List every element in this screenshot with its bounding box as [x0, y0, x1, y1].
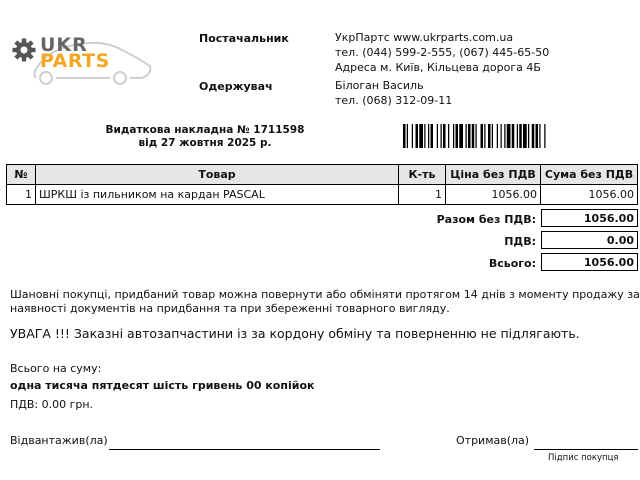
- return-policy-line1: Шановні покупці, придбаний товар можна повернути або обміняти протягом 14 днів з моменту продажу за: [10, 288, 640, 301]
- ukrparts-logo: [10, 30, 160, 90]
- col-header-price: Ціна без ПДВ: [446, 165, 541, 185]
- sum-words-label: Всього на суму:: [10, 362, 102, 375]
- col-header-sum: Сума без ПДВ: [541, 165, 638, 185]
- supplier-address: Адреса м. Київ, Кільцева дорога 4Б: [335, 61, 541, 74]
- cell-item: ШРКШ із пильником на кардан PASCAL: [36, 185, 399, 205]
- subtotal-value: 1056.00: [541, 209, 638, 227]
- buyer-signature-caption: Підпис покупця: [548, 453, 619, 463]
- return-policy-line2: наявності документів на придбання та при збереженні товарного вигляду.: [10, 302, 450, 315]
- invoice-date: від 27 жовтня 2025 р.: [138, 137, 272, 149]
- warning-text: УВАГА !!! Заказні автозапчастини із за кордону обміну та поверненню не підлягають.: [10, 326, 580, 341]
- sum-words-vat: ПДВ: 0.00 грн.: [10, 398, 94, 411]
- col-header-no: №: [7, 165, 36, 185]
- col-header-item: Товар: [36, 165, 399, 185]
- supplier-phone: тел. (044) 599-2-555, (067) 445-65-50: [335, 46, 550, 59]
- vat-value: 0.00: [541, 231, 638, 249]
- received-signature-line: [534, 449, 638, 450]
- logo-text-bottom: PARTS: [40, 50, 110, 72]
- cell-qty: 1: [399, 185, 446, 205]
- cell-sum: 1056.00: [541, 185, 638, 205]
- supplier-name: УкрПартс www.ukrparts.com.ua: [335, 31, 514, 44]
- cell-no: 1: [7, 185, 36, 205]
- supplier-label: Постачальник: [199, 32, 289, 45]
- col-header-qty: К-ть: [399, 165, 446, 185]
- invoice-title: Видаткова накладна № 1711598: [105, 124, 305, 136]
- logo-text-top: UKR: [40, 34, 88, 56]
- shipped-label: Відвантажив(ла): [10, 434, 108, 447]
- total-value: 1056.00: [541, 253, 638, 271]
- items-table: [6, 164, 638, 205]
- table-header-row: [7, 165, 638, 185]
- recipient-phone: тел. (068) 312-09-11: [335, 94, 453, 107]
- table-row: [7, 185, 638, 205]
- recipient-name: Білоган Василь: [335, 79, 424, 92]
- invoice-title-block: [90, 124, 320, 150]
- vat-label: ПДВ:: [504, 235, 536, 248]
- received-label: Отримав(ла): [456, 434, 530, 447]
- sum-words-text: одна тисяча пятдесят шість гривень 00 копійок: [10, 379, 315, 392]
- shipped-signature-line: [109, 449, 380, 450]
- recipient-label: Одержувач: [199, 80, 273, 93]
- barcode: [403, 124, 637, 148]
- total-label: Всього:: [488, 257, 536, 270]
- subtotal-label: Разом без ПДВ:: [436, 213, 536, 226]
- cell-price: 1056.00: [446, 185, 541, 205]
